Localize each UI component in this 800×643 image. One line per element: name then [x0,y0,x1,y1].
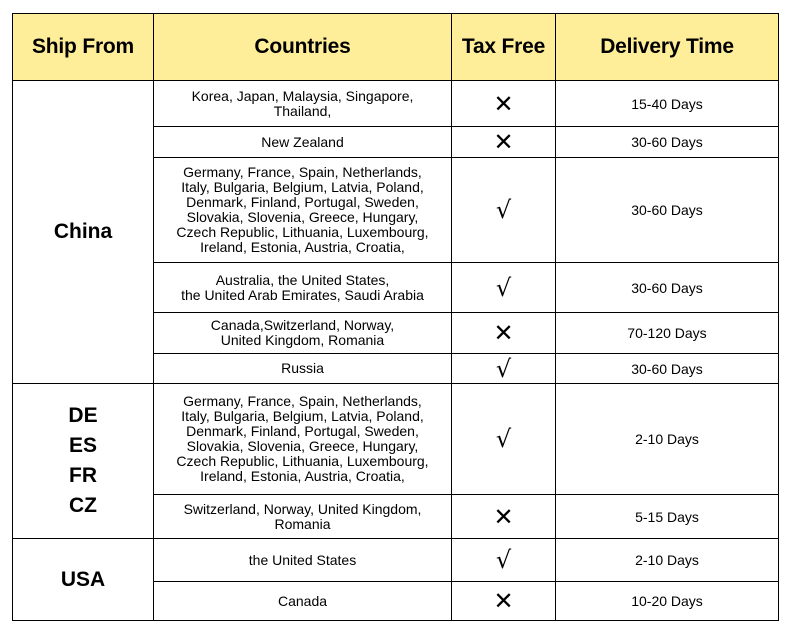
countries-line: Canada [277,592,328,609]
countries-line: United Kingdom, Romania [220,332,385,348]
countries-cell [154,313,452,354]
countries-line: Germany, France, Spain, Netherlands, [183,164,422,180]
cross-icon: ✕ [452,81,556,127]
check-icon: √ [452,354,556,384]
ship-from-cell [13,539,154,621]
countries-line: Thailand, [273,102,332,119]
cross-icon: ✕ [452,582,556,621]
countries-line: Australia, the United States, [215,271,390,288]
countries-line: Romania [274,515,331,532]
countries-cell [154,263,452,313]
check-icon: √ [452,158,556,263]
countries-line: Canada,Switzerland, Norway, [210,317,395,333]
countries-line: New Zealand [261,133,344,150]
ship-from-label: DE [68,404,98,427]
table-row [13,539,779,582]
cross-icon: ✕ [452,495,556,539]
header-countries: Countries [154,14,452,81]
countries-line: Ireland, Estonia, Austria, Croatia, [200,468,405,484]
countries-line: the United States [248,551,357,568]
countries-line: Germany, France, Spain, Netherlands, [183,393,422,409]
ship-from-label: CZ [69,494,97,517]
delivery-time-cell: 15-40 Days [556,81,779,127]
countries-line: Slovakia, Slovenia, Greece, Hungary, [186,209,419,225]
delivery-time-cell: 2-10 Days [556,384,779,495]
check-icon: √ [452,539,556,582]
countries-cell [154,539,452,582]
countries-line: the United Arab Emirates, Saudi Arabia [181,286,424,303]
header-tax-free: Tax Free [452,14,556,81]
countries-line: Italy, Bulgaria, Belgium, Latvia, Poland, [181,408,424,424]
header-ship-from: Ship From [13,14,154,81]
ship-from-cell [13,81,154,384]
countries-line: Korea, Japan, Malaysia, Singapore, [191,87,414,104]
check-icon: √ [452,263,556,313]
ship-from-label: ES [68,434,97,457]
countries-line: Italy, Bulgaria, Belgium, Latvia, Poland, [181,179,424,195]
ship-from-label: USA [60,567,106,591]
countries-cell [154,158,452,263]
delivery-time-cell: 70-120 Days [556,313,779,354]
ship-from-cell [13,384,154,539]
countries-line: Czech Republic, Lithuania, Luxembourg, [176,453,429,469]
countries-line: Switzerland, Norway, United Kingdom, [183,500,422,517]
ship-from-label: FR [69,464,97,487]
countries-cell [154,384,452,495]
table-body [13,81,779,621]
delivery-time-cell: 30-60 Days [556,158,779,263]
countries-cell [154,81,452,127]
countries-cell [154,495,452,539]
countries-cell [154,582,452,621]
countries-line: Denmark, Finland, Portugal, Sweden, [186,194,419,210]
delivery-time-cell: 5-15 Days [556,495,779,539]
delivery-time-cell: 30-60 Days [556,127,779,158]
table-row [13,81,779,127]
shipping-table [12,13,779,621]
delivery-time-cell: 2-10 Days [556,539,779,582]
table-row [13,384,779,495]
header-delivery-time: Delivery Time [556,14,779,81]
cross-icon: ✕ [452,313,556,354]
header-row [13,14,779,81]
delivery-time-cell: 30-60 Days [556,263,779,313]
countries-cell [154,127,452,158]
countries-line: Slovakia, Slovenia, Greece, Hungary, [186,438,419,454]
check-icon: √ [452,384,556,495]
countries-line: Russia [281,360,324,376]
delivery-time-cell: 10-20 Days [556,582,779,621]
ship-from-label: China [53,220,113,243]
cross-icon: ✕ [452,127,556,158]
countries-line: Czech Republic, Lithuania, Luxembourg, [176,224,429,240]
countries-cell [154,354,452,384]
countries-line: Denmark, Finland, Portugal, Sweden, [186,423,419,439]
delivery-time-cell: 30-60 Days [556,354,779,384]
countries-line: Ireland, Estonia, Austria, Croatia, [200,239,405,255]
